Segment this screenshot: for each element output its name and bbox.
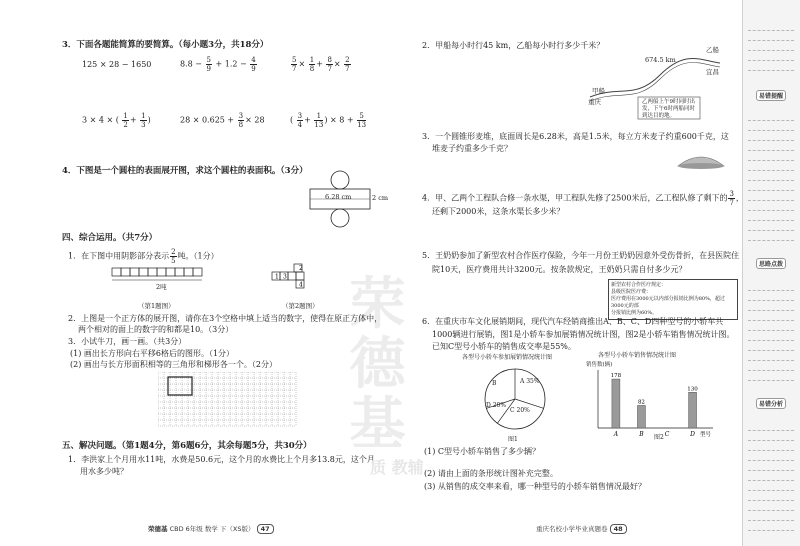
sec5-q1b: 用水多少吨？	[80, 467, 128, 476]
strip-cell	[121, 268, 130, 276]
pie-chart	[480, 364, 550, 434]
bar-caption: 图2	[654, 434, 664, 441]
note-line	[748, 230, 794, 231]
r-q6c: 已知C型号小轿车的销售成交率是55%。	[432, 342, 576, 351]
note-line	[748, 290, 794, 291]
note-line	[748, 30, 794, 31]
box-line-2: 县级医院医疗费：	[611, 289, 652, 295]
r-q6s2: (2) 请由上面的条形统计图补充完整。	[424, 469, 558, 478]
r-q5a: 5．王奶奶参加了新型农村合作医疗保险，今年一月份王奶奶因意外受伤骨折，在县医院住	[422, 251, 740, 260]
q4-title: 4．下图是一个圆柱的表面展开图，求这个圆柱的表面积。（3分）	[62, 166, 308, 176]
box-line-1: 新型农村合作医疗规定：	[611, 282, 667, 288]
cube-num-3: 3	[283, 273, 287, 281]
note-line	[748, 490, 794, 491]
sec4-q1: 1．在下图中用阴影部分表示 $\frac{2}{5}$ 吨。（1分）	[68, 248, 219, 265]
note-line	[748, 440, 794, 441]
cube-net	[270, 262, 315, 300]
r-q2: 2．甲船每小时行45 km，乙船每小时行多少千米？	[422, 41, 605, 50]
box-line-4: 分报销比例为60%。	[611, 310, 658, 316]
bar-chart	[578, 366, 718, 446]
note-line	[748, 40, 794, 41]
watermark: 荣德基	[349, 272, 406, 457]
pie-label-c: C 20%	[510, 407, 530, 414]
sec4-q3a: (1) 画出长方形向右平移6格后的图形。（1分）	[70, 349, 235, 358]
cone-pile	[676, 148, 726, 170]
bar-D	[689, 392, 697, 428]
strip-cell	[112, 268, 121, 276]
note-line	[748, 350, 794, 351]
notes-sidebar	[742, 0, 800, 546]
note-line	[748, 450, 794, 451]
note-line	[748, 520, 794, 521]
note-line	[748, 130, 794, 131]
left-footer	[148, 524, 274, 534]
note-line	[748, 180, 794, 181]
expr-4: 3 × 4 × ( $\frac{1}{2}$ + $\frac{1}{3}$ )	[82, 112, 151, 129]
expr-5: 28 × 0.625 + $\frac{3}{8}$ × 28	[180, 112, 265, 129]
x-axis-label: 型号	[699, 432, 711, 438]
note-line	[748, 370, 794, 371]
note-line	[748, 460, 794, 461]
pie-title: 各型号小轿车参加展销情况统计图	[462, 354, 553, 361]
map-a2: 重庆	[588, 98, 601, 106]
r-q4b: 还剩下2000米，这条水渠长多少米？	[432, 207, 565, 216]
note-line	[748, 200, 794, 201]
r-q6s1: (1) C型号小轿车销售了多少辆？	[424, 447, 540, 456]
note-line	[748, 60, 794, 61]
bar-B	[637, 405, 645, 428]
pie-label-b: B	[492, 380, 497, 387]
note-line	[748, 500, 794, 501]
note-line	[748, 120, 794, 121]
note-line	[748, 220, 794, 221]
map-a: 甲船	[592, 87, 605, 95]
cube-num-2: 2	[299, 265, 303, 272]
tick-A: A	[613, 431, 619, 438]
note-line	[748, 190, 794, 191]
note-line	[748, 330, 794, 331]
map-note	[642, 99, 695, 120]
tick-D: D	[690, 431, 695, 438]
fig1-caption: （第1题图）	[138, 302, 175, 310]
note-line	[748, 380, 794, 381]
sec4-q3: 3．小试牛刀，画一画。（共3分）	[68, 337, 187, 346]
strip-cell	[166, 268, 175, 276]
expr-2: 8.8 − $\frac{5}{9}$ + 1.2 − $\frac{4}{9}$	[180, 56, 256, 73]
sidebar-badge-1: 易错提醒	[756, 90, 786, 101]
sec5-q1a: 1．李洪家上个月用水11吨，水费是50.6元，这个月的水费比上个月多13.8元，这个月	[68, 455, 375, 464]
note-line	[748, 430, 794, 431]
bar-ylabel: 销售数(辆)	[586, 362, 613, 368]
box-line-3: 医疗费用在3000元以内部分报销比例为80%，超过3000元的部	[611, 296, 725, 309]
cube-num-1: 1	[275, 273, 279, 281]
sec4-q3b: (2) 画出与长方形面积相等的三角形和梯形各一个。（2分）	[70, 360, 277, 369]
note-line	[748, 50, 794, 51]
pie-label-a: A 35%	[520, 378, 540, 385]
r-q3b: 堆麦子约重多少千克？	[432, 144, 512, 153]
expr-6: ( $\frac{3}{4}$ + $\frac{1}{13}$ ) × 8 + $\frac{5}{13}$	[290, 112, 367, 129]
tick-B: B	[639, 431, 644, 438]
r-q6b: 1000辆进行展销，图1是小轿车参加展销情况统计图，图2是小轿车销售情况统计图。	[432, 330, 735, 339]
map-note-1: 乙两船上午9时同时出	[642, 99, 695, 105]
grid-paper	[158, 372, 298, 428]
note-line	[748, 240, 794, 241]
tick-C: C	[664, 431, 670, 438]
r-q6a: 6．在重庆市车文化展销期间，现代汽车经销商推出A、B、C、D四种型号的小轿车共	[422, 317, 724, 326]
note-line	[748, 510, 794, 511]
r-q4a: 4．甲、乙两个工程队合修一条水渠，甲工程队先修了2500米后，乙工程队修了剩下的 $\frac{3}{7}$ ，	[422, 190, 744, 207]
note-line	[748, 310, 794, 311]
strip-cell	[139, 268, 148, 276]
pie-caption: 图1	[508, 436, 518, 443]
q3-title: 3．下面各题能简算的要简算。（每小题3分，共18分）	[62, 40, 269, 50]
bar-A	[612, 379, 620, 428]
strip-cell	[184, 268, 193, 276]
r-q6s3: (3) 从销售的成交率来看，哪一种型号的小轿车销售情况最好？	[424, 482, 646, 491]
map-dist: 674.5 km	[645, 56, 676, 64]
note-line	[748, 170, 794, 171]
strip-cell	[193, 268, 202, 276]
note-line	[748, 210, 794, 211]
note-line	[748, 320, 794, 321]
map-b2: 宜昌	[706, 68, 719, 76]
scale-label: 2吨	[156, 283, 167, 291]
r-q5b: 院10天，医疗费用共计3200元。按条款规定，王奶奶只需自付多少元？	[432, 265, 687, 274]
footer-right-text: 重庆名校小学毕业真题卷	[536, 525, 608, 533]
cylinder-net	[290, 168, 390, 238]
policy-box	[608, 279, 738, 320]
note-line	[748, 150, 794, 151]
sec4-q2a: 2．上图是一个正方体的展开图，请你在3个空格中填上适当的数字，使得在原正方体中，	[68, 314, 383, 323]
sidebar-badge-2: 思路点拨	[756, 258, 786, 269]
sec4-q2b: 两个相对的面上的数字的和都是10。（3分）	[78, 325, 234, 334]
strip-cell	[130, 268, 139, 276]
pie-label-d: D 20%	[486, 402, 507, 409]
note-line	[748, 160, 794, 161]
note-line	[748, 70, 794, 71]
watermark-sub: 质 教辅	[370, 458, 424, 477]
bar-value-A: 178	[610, 373, 622, 380]
note-line	[748, 530, 794, 531]
strip-cell	[175, 268, 184, 276]
note-line	[748, 340, 794, 341]
footer-mid: CBD 6年级 数学 下（XS版）	[169, 525, 255, 533]
note-line	[748, 300, 794, 301]
r-q3a: 3．一个圆锥形麦堆，底面周长是6.28米，高是1.5米，每立方米麦子约重600千克，这	[422, 132, 729, 141]
cyl-height: 2 cm	[372, 194, 389, 202]
cyl-length: 6.28 cm	[325, 193, 352, 201]
bar-value-D: 130	[687, 386, 698, 393]
bar-value-B: 82	[637, 399, 645, 406]
page-number-right: 48	[610, 524, 627, 534]
map-note-2: 发，下午6时两船同时	[642, 106, 695, 112]
footer-brand: 荣德基	[148, 525, 168, 533]
page-number-left: 47	[257, 524, 274, 534]
strip-cell	[148, 268, 157, 276]
cube-num-4: 4	[299, 281, 303, 289]
sec5-title: 五、解决问题。（第1题4分，第6题6分，其余每题5分，共30分）	[62, 441, 312, 451]
strip-cell	[157, 268, 166, 276]
map-b: 乙船	[706, 46, 719, 54]
note-line	[748, 140, 794, 141]
expr-3: $\frac{5}{7}$ × $\frac{1}{8}$ + $\frac{8}{7}$ × $\frac{2}{7}$	[292, 56, 350, 73]
fig2-caption: （第2题图）	[282, 302, 319, 310]
note-line	[748, 480, 794, 481]
note-line	[748, 470, 794, 471]
note-line	[748, 360, 794, 361]
bar-title: 各型号小轿车销售情况统计图	[598, 352, 677, 359]
right-footer	[536, 524, 627, 534]
expr-1: 125 × 28 − 1650	[82, 60, 152, 69]
sec4-title: 四、综合运用。（共7分）	[62, 233, 158, 243]
map-note-3: 到达目的地。	[642, 113, 676, 119]
sidebar-badge-3: 易错分析	[756, 398, 786, 409]
